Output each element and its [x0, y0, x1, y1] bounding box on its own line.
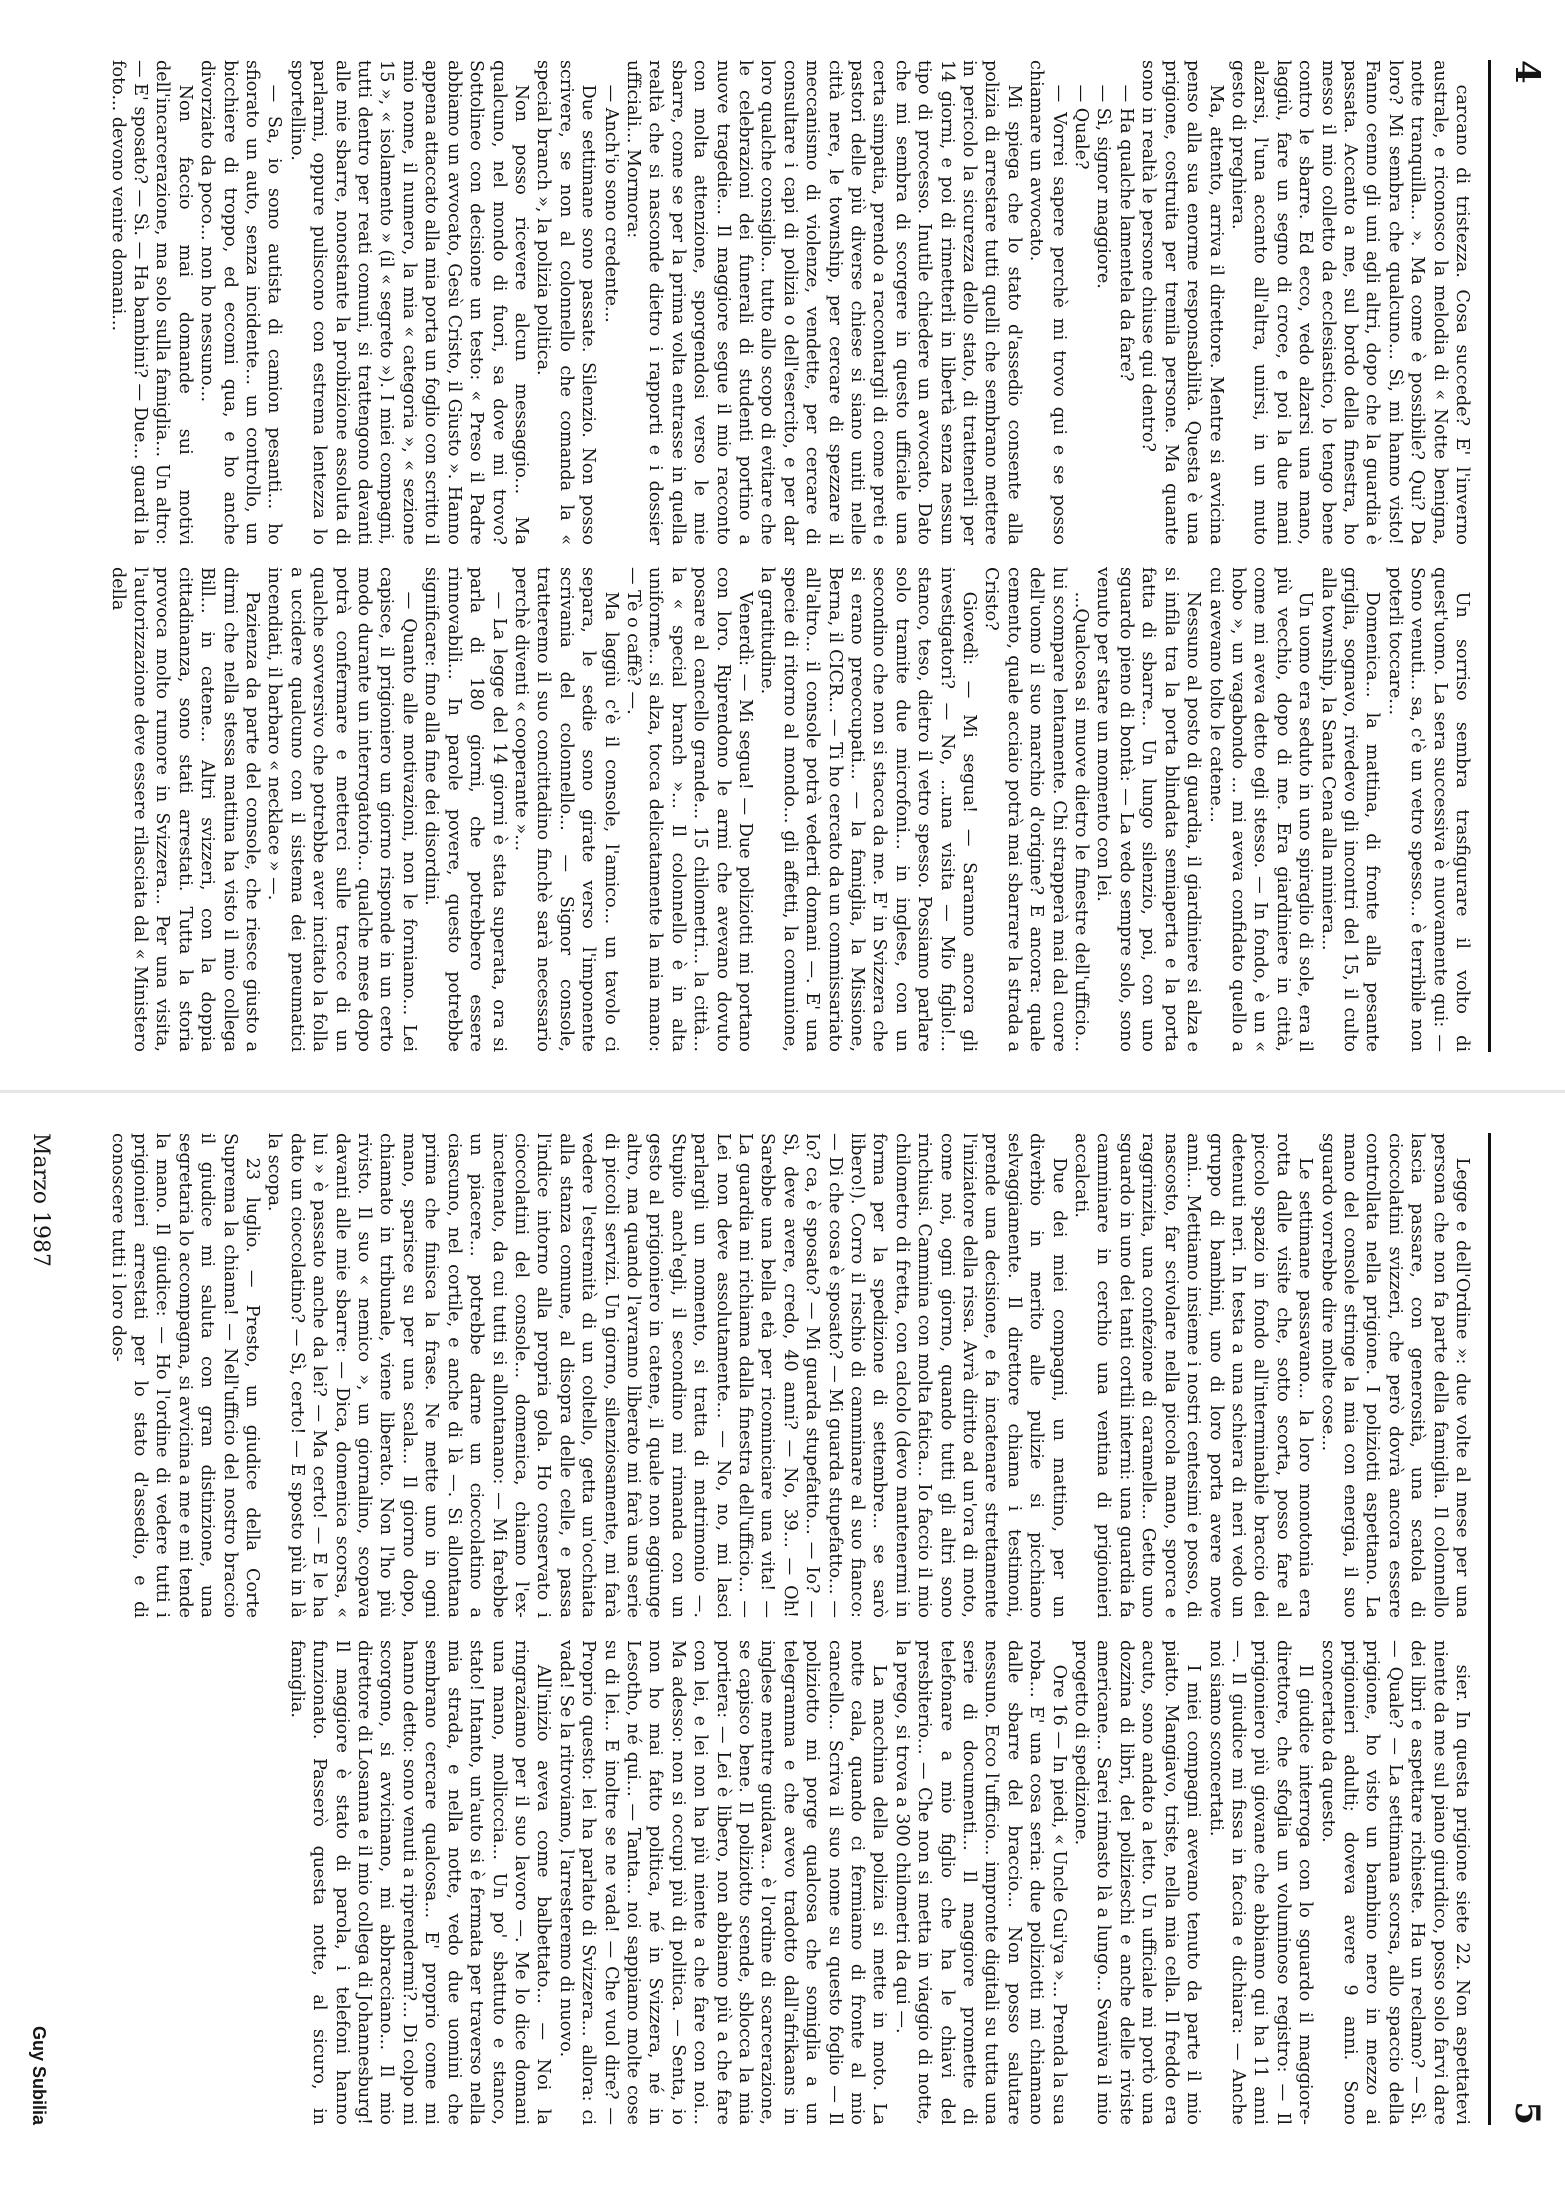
paragraph: Non faccio mai domande sui motivi dell'incarcerazione, ma solo sulla famiglia... Un altro: — E' sposato? — Sì. — Ha bambini? — Due... guardi la foto... devono venire domani...: [107, 60, 195, 545]
page-number-right: 5: [1507, 2101, 1547, 2125]
text-column-3: [90, 1133, 1473, 1618]
paragraph: Le settimane passavano... la loro monotonia era rotta dalle visite che, sotto scorta, posso fare al piccolo spazio in fondo all'interminabile braccio dei detenuti neri. In testa a una schiera di neri vedo un gruppo di bambini, uno di loro porta avere nove anni... Mettiamo insieme i nostri centesimi e posso, di nascosto, far scivolare nella piccola mano, sporca e raggrinzita, una confezione di caramelle... Getto uno sguardo in uno dei tanti cortili interni: una guardia fa camminare in cerchio una ventina di prigionieri accalcati.: [1071, 1133, 1316, 1618]
page-footer: [28, 1093, 68, 2185]
paragraph: Ma laggiù c'è il console, l'amico... un tavolo ci separa, le sedie sono girate verso l'imponente scrivania del colonnello... — Signor console, tratteremo il suo concittadino finchè sarà necessario perchè diventi « cooperante »...: [510, 567, 621, 1052]
paragraph: — Ha qualche lamentela da fare?: [1115, 84, 1136, 382]
paragraph: Venerdì: — Mi segua! — Due poliziotti mi portano con loro. Riprendono le armi che avevano dovuto posare al cancello grande... 15 chilometri... la città... la « special branch »... Il colonnello è in alta uniforme... si alza, tocca delicatamente la mia mano: — Tè o caffè? —.: [622, 567, 755, 1052]
header-rule-left: [1488, 60, 1491, 1052]
paragraph: Un uomo era seduto in uno spiraglio di sole, era il più vecchio, dopo di me. Era giardiniere in città, come mi aveva detto egli stesso. — In fondo, è un « hobo », un vagabondo ... mi aveva confidato quello a cui avevano tolto le catene...: [1205, 567, 1316, 1052]
paragraph: carcano di tristezza. Cosa succede? E' l'inverno australe, e riconosco la melodia di « Notte benigna, notte tranquilla... ». Ma come è possibile? Qui? Da loro? Mi sembra che qualcuno... Sì, mi hanno visto! Fanno cenno gli uni agli altri, dopo che la guardia è passata. Accanto a me, sul bordo della finestra, ho messo il mio colletto da ecclesiastico, lo tengo bene contro le sbarre. Ed ecco, vedo alzarsi una mano, laggiù, fare un segno di croce, e poi la due mani alzarsi, l'una accanto all'altra, unirsi, in un muto gesto di preghiera.: [1227, 60, 1472, 545]
paragraph: — Sì, signor maggiore.: [1093, 84, 1114, 289]
paragraph: Pazienza da parte del console, che riesce giusto a dirmi che nella stessa mattina ha visto il mio collega Bill... in catene... Altri svizzeri, con la doppia cittadinanza, sono stati arrestati. Tutta la storia provoca molto rumore in Svizzera... Per una visita, l'autorizzazione deve essere rilasciata dal « Ministero della: [107, 567, 263, 1052]
paragraph: — La legge del 14 giorni è stata superata, ora si parla di 180 giorni, che potrebbero essere rinnovabili... In parole povere, questo potrebbe significare: fino alla fine dei disordini.: [421, 567, 509, 1052]
paragraph: Ma, attento, arriva il direttore. Mentre si avvicina penso alla sua enorme responsabilità. Questa è una prigione, costruita per tremila persone. Ma quante sono in realtà le persone chiuse qui dentro?: [1138, 60, 1226, 545]
paragraph: All'inizio aveva come balbettato... — Noi la ringraziamo per il suo lavoro —. Me lo dice domani una mano, mollicccia... Un po' sbattuto e stanco, stato! Intanto, un'auto si è fermata per traverso nella mia strada, e nella notte, vedo due uomini che sembrano cercare qualcosa... E' proprio come mi hanno detto: sono venuti a riprendermi?... Di colpo mi scorgono, si avvicinano, mi abbracciano... Il mio direttore di Losanna e il mio collega di Johannesburg! Il maggiore è stato di parola, i telefoni hanno funzionato. Passerò questa notte, al sicuro, in famiglia.: [286, 1640, 554, 2125]
paragraph: Il giudice interroga con lo sguardo il maggiore-direttore, che sfoglia un voluminoso registro: — Il prigioniero più giovane che abbiamo qui ha 11 anni —. Il giudice mi fissa in faccia e dichiara: — Anche noi siamo sconcertati.: [1205, 1640, 1316, 2125]
paragraph: — Anch'io sono credente...: [600, 84, 621, 323]
author-signature: Guy Subilia: [29, 2025, 49, 2125]
paragraph: Domenica... la mattina, di fronte alla pesante griglia, sognavo, rivedevo gli incontri del 15, il culto alla township, la Santa Cena alla miniera...: [1317, 567, 1383, 1052]
paragraph: — Quale?: [1071, 84, 1092, 170]
paragraph: Due dei miei compagni, un mattino, per un diverbio in merito alle pulizie si picchiano selvaggiamente. Il direttore chiama i testimoni, prende una decisione, e fa incatenare strettamente l'iniziatore della rissa. Avrà diritto ad un'ora di moto, come noi, ogni giorno, quando tutti gli altri sono rinchiusi. Cammina con molta fatica... Io faccio il mio chilometro di fretta, con calcolo (devo mantenermi in forma per la spedizione di settembre... se sarò libero!). Corro il rischio di camminare al suo fianco: — Di che cosa è sposato? — Mi guarda stupefatto... — Io? ca, è sposato? — Mi guarda stupefatto... — Io? — Sì, deve avere, credo, 40 anni? — No, 39... — Oh! Sarebbe una bella età per ricominciare una vita! — La guardia mi richiama dalla finestra dell'ufficio... — Lei non deve assolutamente... — No, no, mi lasci parlargli un momento, si tratta di matrimonio —. Stupito anch'egli, il secondino mi rimanda con un gesto al prigioniero in catene, il quale non aggiunge altro, ma quando l'avranno liberato mi farà una serie di piccoli servizi. Un giorno, silenziosamente, mi farà vedere l'estremità di un coltello, getta un'occhiata alla stanza comune, al disopra delle celle, e passa l'indice intorno alla propria gola. Ho conservato i cioccolatini del console... domenica, chiamo l'ex-incatenato, da cui tutti si allontanano: — Mi farebbe un piacere... potrebbe darne un cioccolatino a ciascuno, nel cortile, e anche di là —. Si allontana prima che finisca la frase. Ne mette uno in ogni mano, sparisce su per una scala... Il giorno dopo, chiamato in tribunale, viene liberato. Non l'ho più rivisto. Il suo « nemico », un giornalino, scopava davanti alle mie sbarre: — Dica, domenica scorsa, « lui » è passato anche da lei? — Ma certo! — E le ha dato un cioccolatino? — Sì, certo! — E sposto più in là la scopa.: [264, 1133, 1069, 1618]
paragraph: Un sorriso sembra trasfigurare il volto di quest'uomo. La sera successiva è nuovamente qui: — Sono venuti... sa, c'è un vetro spesso... è terribile non poterli toccare...: [1384, 567, 1472, 1052]
paragraph: — Quanto alle motivazioni, non le forniamo... Lei capisce, il prigioniero un giorno risponde in un certo modo durante un interrogatorio... qualche mese dopo potrà confermare e metterci sulle tracce di un qualche sovversivo che potrebbe aver incitato la folla a uccidere qualcuno con il sistema dei pneumatici incendiati, il barbaro « necklace » —.: [264, 567, 419, 1052]
text-column-2: [40, 567, 1473, 1052]
header-rule-right: [1488, 1133, 1491, 2125]
paragraph: Mi spiega che lo stato d'assedio consente alla polizia di arrestare tutti quelli che sembrano mettere in pericolo la sicurezza dello stato, di trattenerli per 14 giorni, e poi di rimetterli in libertà senza nessun tipo di processo. Inutile chiedere un avvocato. Dato che mi sembra di scorgere in questo ufficiale una certa simpatia, prendo a raccontargli di come preti e pastori delle più diverse chiese si siano uniti nelle città nere, le township, per cercare di spezzare il meccanismo di violenze, vendette, per cercare di consultare i capi di polizia o dell'esercito, e per dar loro qualche consiglio... tutto allo scopo di evitare che le celebrazioni dei funerali di studenti portino a nuove tragedie... Il maggiore segue il mio racconto con molta attenzione, sporgendosi verso le mie sbarre, come se per la prima volta entrasse in quella realtà che si nasconde dietro i rapporti e i dossier ufficiali... Mormora:: [622, 60, 1024, 545]
paragraph: sier. In questa prigione siete 22. Non aspettatevi niente da me sul piano giuridico, posso solo farvi dare dei libri e aspettare richieste. Ha un reclamo? — Sì. — Quale? — La settimana scorsa, allo spaccio della prigione, ho visto un bambino nero in mezzo ai prigionieri adulti; doveva avere 9 anni. Sono sconcertato da questo.: [1317, 1640, 1472, 2125]
paragraph: Due settimane sono passate. Silenzio. Non posso scrivere, se non al colonnello che comanda la « special branch », la polizia politica.: [533, 60, 599, 545]
text-column-1: [40, 60, 1473, 545]
paragraph: I miei compagni avevano tenuto da parte il mio piatto. Mangiavo, triste, nella mia cella. Il freddo era acuto, sono andato a letto. Un ufficiale mi portò una dozzina di libri, dei polizieschi e anche delle riviste americane... Sarei rimasto là a lungo... Svaniva il mio progetto di spedizione.: [1071, 1640, 1204, 2125]
right-page: [0, 1093, 1565, 2185]
paragraph: Nessuno al posto di guardia, il giardiniere si alza e si infila tra la porta blindata semiaperta e la porta fatta di sbarre... Un lungo silenzio, poi, con uno sguardo pieno di bontà: — La vedo sempre solo, sono venuto per stare un momento con lei.: [1093, 567, 1204, 1052]
text-column-4: [90, 1640, 1473, 2125]
page-number-left: 4: [1507, 60, 1547, 84]
paragraph: ...Qualcosa si muove dietro le finestre dell'ufficio... lui scompare lentamente. Chi strapperà mai dal cuore dell'uomo il suo marchio d'origine? E ancora: quale cemento, quale acciaio potrà mai sbarrare la strada a Cristo?: [981, 567, 1092, 1052]
paragraph: La macchina della polizia si mette in moto. La notte cala, quando ci fermiamo di fronte al mio cancello... Scriva il suo nome su questo foglio — Il poliziotto mi porge qualcosa che somiglia a un telegramma e che avevo tradotto dall'afrikaans in inglese mentre guidava... è l'ordine di scarcerazione, se capisco bene. Il poliziotto scende, sblocca la mia portiera: — Lei è libero, non abbiamo più a che fare con lei, e lei non ha più niente a che fare con noi... Ma adesso: non si occupi più di politica. — Senta, io non ho mai fatto politica, né in Svizzera, né in Lesotho, né qui... — Tanta... noi sappiamo molte cose su di lei... E inoltre se ne vada! — Che vuol dire? — Proprio questo: lei ha parlato di Svizzera... allora: ci vada! Se la ritroviamo, l'arresteremo di nuovo.: [555, 1640, 890, 2125]
paragraph: — Sa, io sono autista di camion pesanti... ho sfiorato un auto, senza incidente... un controllo, un bicchiere di troppo, ed eccomi qua, e ho anche divorziato da poco... non ho nessuno...: [197, 60, 285, 545]
paragraph: Legge e dell'Ordine »: due volte al mese per una persona che non fa parte della famiglia. Il colonnello lascia passare, con generosità, una scatola di cioccolatini svizzeri, che però dovrà ancora essere controllata nella prigione. I poliziotti aspettano. La mano del console stringe la mia con energia, il suo sguardo vorrebbe dire molte cose...: [1317, 1133, 1472, 1618]
issue-date: Marzo 1987: [28, 1133, 53, 1267]
paragraph: 23 luglio. — Presto, un giudice della Corte Suprema la chiama! — Nell'ufficio del nostro braccio il giudice mi saluta con gran distinzione, una segretaria lo accompagna, si avvicina a me e mi tende la mano. Il giudice: — Ho l'ordine di vedere tutti i prigionieri arrestati per lo stato d'assedio, e di conoscere tutti i loro dos-: [107, 1133, 263, 1618]
left-page-columns: [40, 60, 1473, 1052]
left-page: [0, 0, 1565, 1092]
paragraph: Non posso ricevere alcun messaggio... Ma qualcuno, nel mondo di fuori, sa dove mi trovo? Sottolineo con decisione un testo: « Preso il Padre abbiamo un avvocato, Gesù Cristo, il Giusto ». Hanno appena attaccato alla mia porta un foglio con scritto il mio nome, il numero, la mia « categoria », « sezione 15 », « isolamento » (il « segreto »). I miei compagni, tutti dentro per reati comuni, si trattengono davanti alle mie sbarre, nonostante la proibizione assoluta di parlarmi, oppure puliscono con estrema lentezza lo sportellino.: [286, 60, 531, 545]
right-page-columns: [90, 1133, 1473, 2125]
paragraph: Giovedì: — Mi segua! — Saranno ancora gli investigatori? — No, ...una visita — Mio figlio!... stanco, teso, dietro il vetro spesso. Possiamo parlare solo tramite due microfoni... in inglese, con un secondino che non si stacca da me. E' in Svizzera che si erano preoccupati... — la famiglia, la Missione, Berna, il CICR... — Ti ho cercato da un commissariato all'altro... il console potrà vederti domani —. E' una specie di ritorno al mondo... gli affetti, la comunione, la gratitudine.: [757, 567, 980, 1052]
paragraph: Ore 16 — In piedi, « Uncle Gui'ya »... Prenda la sua roba... E' una cosa seria: due poliziotti mi chiamano dalle sbarre del braccio... Non posso salutare nessuno. Ecco l'ufficio... impronte digitali su tutta una serie di documenti... Il maggiore promette di telefonare a mio figlio che ha le chiavi del presbiterio... — Che non si metta in viaggio di notte, la prego, si trova a 300 chilometri da qui —.: [891, 1640, 1069, 2125]
paragraph: — Vorrei sapere perchè mi trovo qui e se posso chiamare un avvocato.: [1026, 60, 1069, 545]
